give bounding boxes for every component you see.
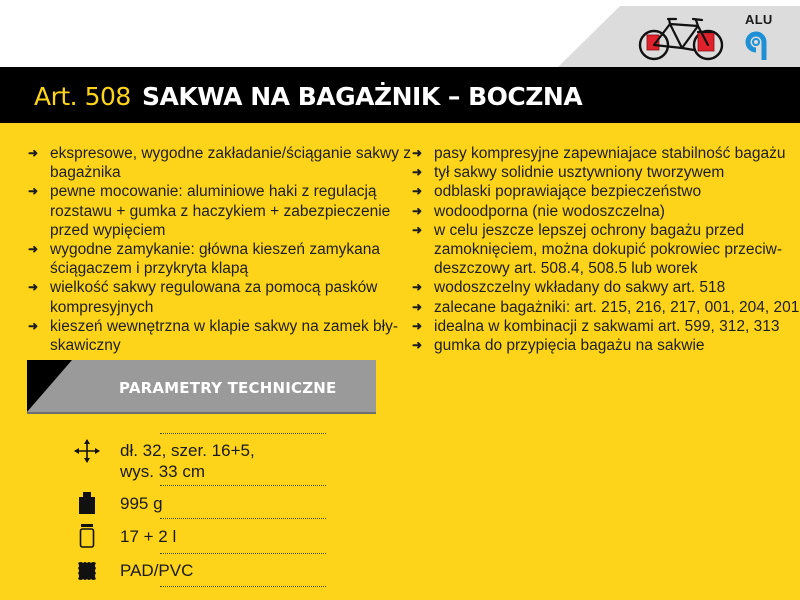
feature-item: ➜ wielkość sakwy regulowana za pomocą pasków kompresyjnych xyxy=(28,279,378,316)
arrow-bullet-icon: ➜ xyxy=(412,222,423,237)
weight-icon xyxy=(72,490,102,516)
arrow-bullet-icon: ➜ xyxy=(412,280,423,295)
feature-item: ➜ tył sakwy solidnie usztywniony tworzywem xyxy=(412,164,725,182)
tech-params-title: PARAMETRY TECHNICZNE xyxy=(119,379,337,397)
arrow-bullet-icon: ➜ xyxy=(28,280,39,295)
feature-item: ➜ wodoszczelny wkładany do sakwy art. 518 xyxy=(412,279,726,297)
arrow-bullet-icon: ➜ xyxy=(412,299,423,314)
feature-item: ➜ wygodne zamykanie: główna kieszeń zamykana ściągaczem i przykryta klapą xyxy=(28,241,380,278)
spec-weight: 995 g xyxy=(120,494,163,513)
spec-dimensions: dł. 32, szer. 16+5, wys. 33 cm xyxy=(120,441,255,481)
feature-item: ➜ ekspresowe, wygodne zakładanie/ściąganie sakwy z bagażnika xyxy=(28,145,412,182)
arrow-bullet-icon: ➜ xyxy=(412,146,423,160)
feature-list-right xyxy=(410,144,800,355)
dotted-separator xyxy=(160,518,326,519)
corner-triangle xyxy=(27,360,72,412)
bicycle-with-panniers-icon xyxy=(636,10,728,62)
article-number: Art. 508 xyxy=(34,82,131,111)
arrow-bullet-icon: ➜ xyxy=(28,318,39,333)
capacity-jar-icon xyxy=(72,523,102,549)
arrow-bullet-icon: ➜ xyxy=(412,203,423,218)
product-title: SAKWA NA BAGAŻNIK – BOCZNA xyxy=(142,82,583,111)
feature-item: ➜ wodoodporna (nie wodoszczelna) xyxy=(412,202,665,220)
feature-item: ➜ kieszeń wewnętrzna w klapie sakwy na zamek bły-skawiczny xyxy=(28,317,399,355)
dimensions-arrows-icon xyxy=(72,438,102,464)
feature-item: ➜ odblaski poprawiające bezpieczeństwo xyxy=(412,183,702,201)
tech-params-header xyxy=(27,360,376,414)
feature-item: ➜ pasy kompresyjne zapewniajace stabilność bagażu xyxy=(412,145,786,162)
arrow-bullet-icon: ➜ xyxy=(412,184,423,199)
feature-item: ➜ w celu jeszcze lepszej ochrony bagażu przed zamoknięciem, można dokupić pokrowiec przeciw-deszczowy art. 508.4, 508.5 lub worek xyxy=(412,221,783,278)
spec-material: PAD/PVC xyxy=(120,561,194,580)
feature-item: ➜ zalecane bagażniki: art. 215, 216, 217, 001, 204, 201 xyxy=(412,298,800,316)
arrow-bullet-icon: ➜ xyxy=(412,338,423,353)
dotted-separator xyxy=(160,586,326,587)
arrow-bullet-icon: ➜ xyxy=(412,318,423,333)
feature-list-left xyxy=(26,144,411,355)
arrow-bullet-icon: ➜ xyxy=(412,165,423,180)
alu-hook-icon xyxy=(744,30,774,62)
feature-item: ➜ pewne mocowanie: aluminiowe haki z regulacją rozstawu + gumka z haczykiem + zabezpieczenie przed wypięciem xyxy=(28,183,391,239)
alu-badge-label: ALU xyxy=(745,12,773,27)
arrow-bullet-icon: ➜ xyxy=(28,146,39,160)
material-fabric-icon xyxy=(72,558,102,584)
arrow-bullet-icon: ➜ xyxy=(28,242,39,257)
dotted-separator xyxy=(160,433,326,434)
dotted-separator xyxy=(160,553,326,554)
dotted-separator xyxy=(160,485,326,486)
arrow-bullet-icon: ➜ xyxy=(28,184,39,199)
spec-capacity: 17 + 2 l xyxy=(120,527,177,546)
feature-item: ➜ gumka do przypięcia bagażu na sakwie xyxy=(412,337,705,355)
feature-item: ➜ idealna w kombinacji z sakwami art. 599, 312, 313 xyxy=(412,317,780,335)
